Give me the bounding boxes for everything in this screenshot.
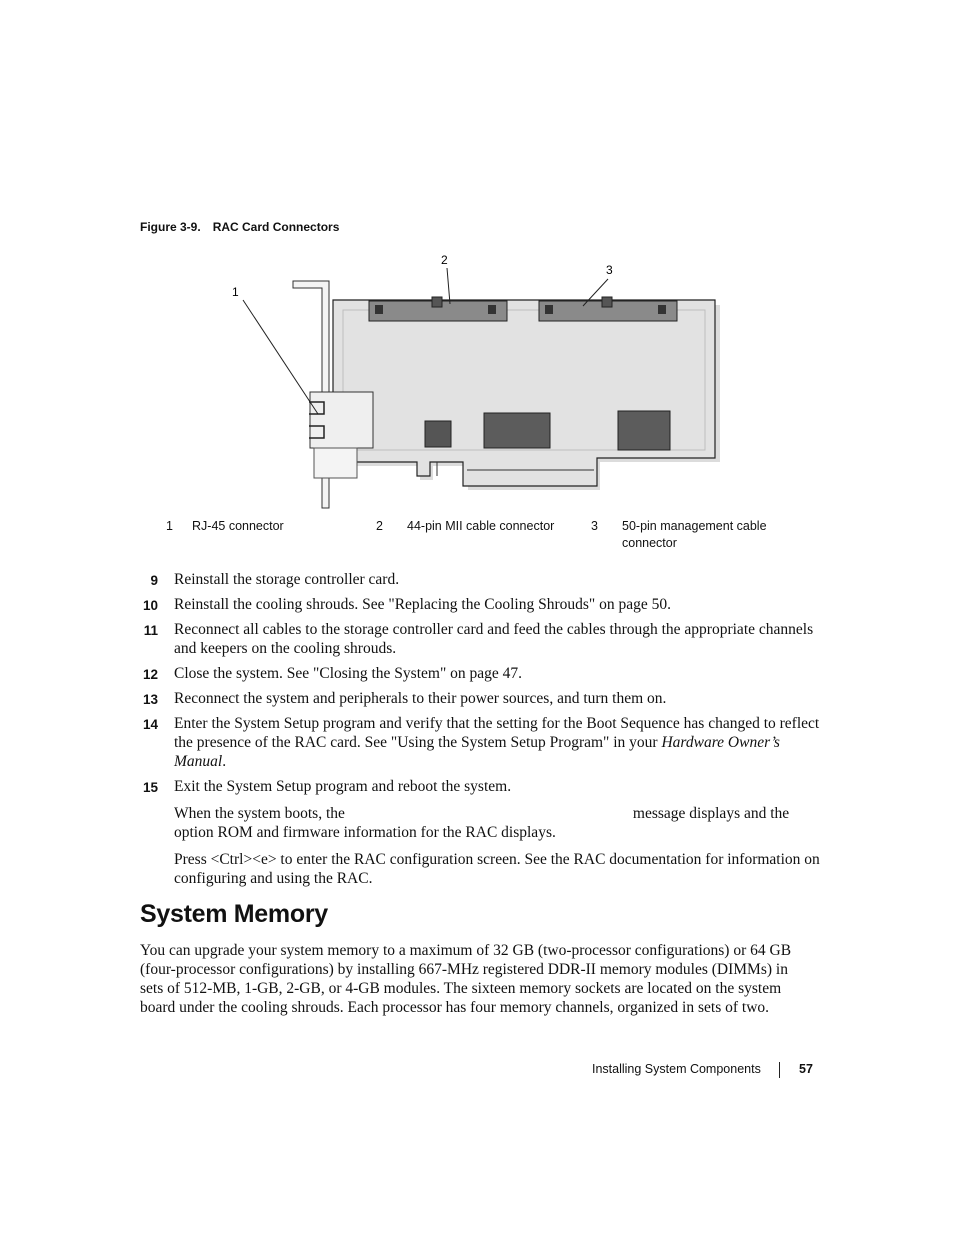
section-heading: System Memory xyxy=(140,900,328,928)
management-connector xyxy=(539,297,677,321)
step-text: Reconnect the system and peripherals to their power sources, and turn them on. xyxy=(174,690,667,707)
procedure-steps xyxy=(140,570,820,888)
section-body: You can upgrade your system memory to a maximum of 32 GB (two-processor configurations) or 64 GB (four-processor configurations) by installing 667-MHz registered DDR-II memory modules (DIMMs) in sets of 512-MB, 1-GB, 2-GB, or 4-GB modules. The sixteen memory sockets are located on the system board under the cooling shrouds. Each processor has four memory channels, organized in sets of two. xyxy=(140,942,792,1016)
step-13 xyxy=(140,689,820,708)
mii-connector xyxy=(369,297,507,321)
step-number: 12 xyxy=(142,667,158,682)
step-number: 13 xyxy=(142,692,158,707)
legend-num-3: 3 xyxy=(591,519,598,533)
chip-middle xyxy=(484,413,550,448)
step-number: 14 xyxy=(142,717,158,732)
callout-1: 1 xyxy=(232,285,239,299)
boot-message-note: When the system boots, the message displays and the option ROM and firmware information for the RAC displays. xyxy=(174,805,790,841)
legend-text-1: RJ-45 connector xyxy=(192,519,284,533)
legend-num-2: 2 xyxy=(376,519,383,533)
step-number: 15 xyxy=(142,780,158,795)
step-text: Reinstall the storage controller card. xyxy=(174,571,400,588)
step-number: 11 xyxy=(143,623,158,638)
ctrl-e-note: Press <Ctrl><e> to enter the RAC configuration screen. See the RAC documentation for information on configuring and using the RAC. xyxy=(174,851,820,887)
footer-chapter: Installing System Components xyxy=(592,1062,761,1076)
small-chip xyxy=(425,421,451,447)
step-11 xyxy=(140,620,820,658)
rac-card-illustration xyxy=(230,250,730,512)
step-text: Reinstall the cooling shrouds. See "Replacing the Cooling Shrouds" on page 50. xyxy=(174,596,671,613)
chip-right xyxy=(618,411,670,450)
step-15 xyxy=(140,777,820,796)
step-text: Reconnect all cables to the storage controller card and feed the cables through the appropriate channels and keepers on the cooling shrouds. xyxy=(174,621,814,657)
figure-number: Figure 3-9. xyxy=(140,220,201,234)
step-10 xyxy=(140,595,820,614)
step-number: 10 xyxy=(142,598,158,613)
step-text: Enter the System Setup program and verify that the setting for the Boot Sequence has changed to reflect the presence of the RAC card. See "Using the System Setup Program" in your Hardware Owner’s Manual. xyxy=(174,715,820,770)
legend-text-3: 50-pin management cable connector xyxy=(622,519,767,550)
step-9 xyxy=(140,570,820,589)
step-12 xyxy=(140,664,820,683)
circuit-board xyxy=(333,300,715,486)
legend-text-2: 44-pin MII cable connector xyxy=(407,519,555,533)
step-text: Exit the System Setup program and reboot the system. xyxy=(174,778,512,795)
callout-3: 3 xyxy=(606,263,613,277)
footer-divider xyxy=(779,1062,780,1078)
callout-2: 2 xyxy=(441,253,448,267)
figure-caption xyxy=(140,220,339,234)
step-text: Close the system. See "Closing the System" on page 47. xyxy=(174,665,523,682)
page-number: 57 xyxy=(799,1062,813,1076)
manual-title: Hardware Owner’s Manual xyxy=(174,734,780,770)
step-14 xyxy=(140,714,820,771)
legend-num-1: 1 xyxy=(166,519,173,533)
figure-title: RAC Card Connectors xyxy=(212,220,340,234)
step-number: 9 xyxy=(150,573,158,588)
